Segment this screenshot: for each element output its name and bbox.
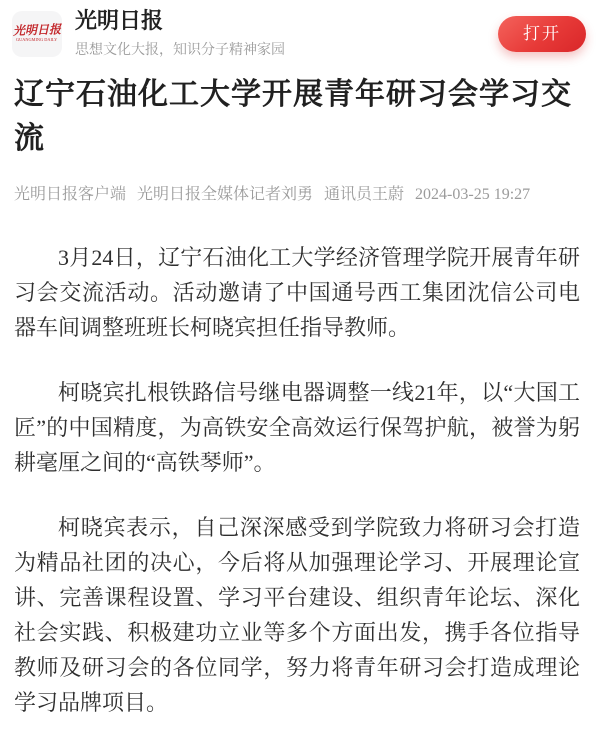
app-banner [0, 0, 600, 65]
app-tagline: 思想文化大报，知识分子精神家园 [75, 43, 285, 59]
byline-reporter: 光明日报全媒体记者刘勇 [137, 186, 314, 204]
paragraph-3: 柯晓宾表示，自己深深感受到学院致力将研习会打造为精品社团的决心，今后将从加强理论学习、开展理论宣讲、完善课程设置、学习平台建设、组织青年论坛、深化社会实践、积极建功立业等多个方面出发，携手各位指导教师及研习会的各位同学，努力将青年研习会打造成理论学习品牌项目。 [14, 515, 580, 716]
app-logo-en-text: GUANGMING DAILY [16, 37, 58, 43]
article-paragraphs [14, 240, 580, 720]
app-info [75, 8, 498, 59]
paragraph-1: 3月24日，辽宁石油化工大学经济管理学院开展青年研习会交流活动。活动邀请了中国通号西工集团沈信公司电器车间调整班班长柯晓宾担任指导教师。 [14, 245, 580, 341]
article-title: 辽宁石油化工大学开展青年研习会学习交流 [14, 78, 572, 156]
article-body [0, 73, 600, 742]
app-name: 光明日报 [75, 8, 164, 33]
open-app-button[interactable]: 打开 [498, 16, 586, 52]
app-logo-cn-text: 光明日报 [12, 21, 62, 38]
app-logo[interactable] [12, 11, 62, 57]
byline-source: 光明日报客户端 [14, 186, 127, 204]
byline-correspondent: 通讯员王蔚 [324, 186, 405, 204]
byline-datetime: 2024-03-25 19:27 [415, 186, 531, 204]
article-byline [14, 181, 580, 204]
paragraph-2: 柯晓宾扎根铁路信号继电器调整一线21年，以“大国工匠”的中国精度，为高铁安全高效运行保驾护航，被誉为躬耕毫厘之间的“高铁琴师”。 [14, 380, 580, 476]
